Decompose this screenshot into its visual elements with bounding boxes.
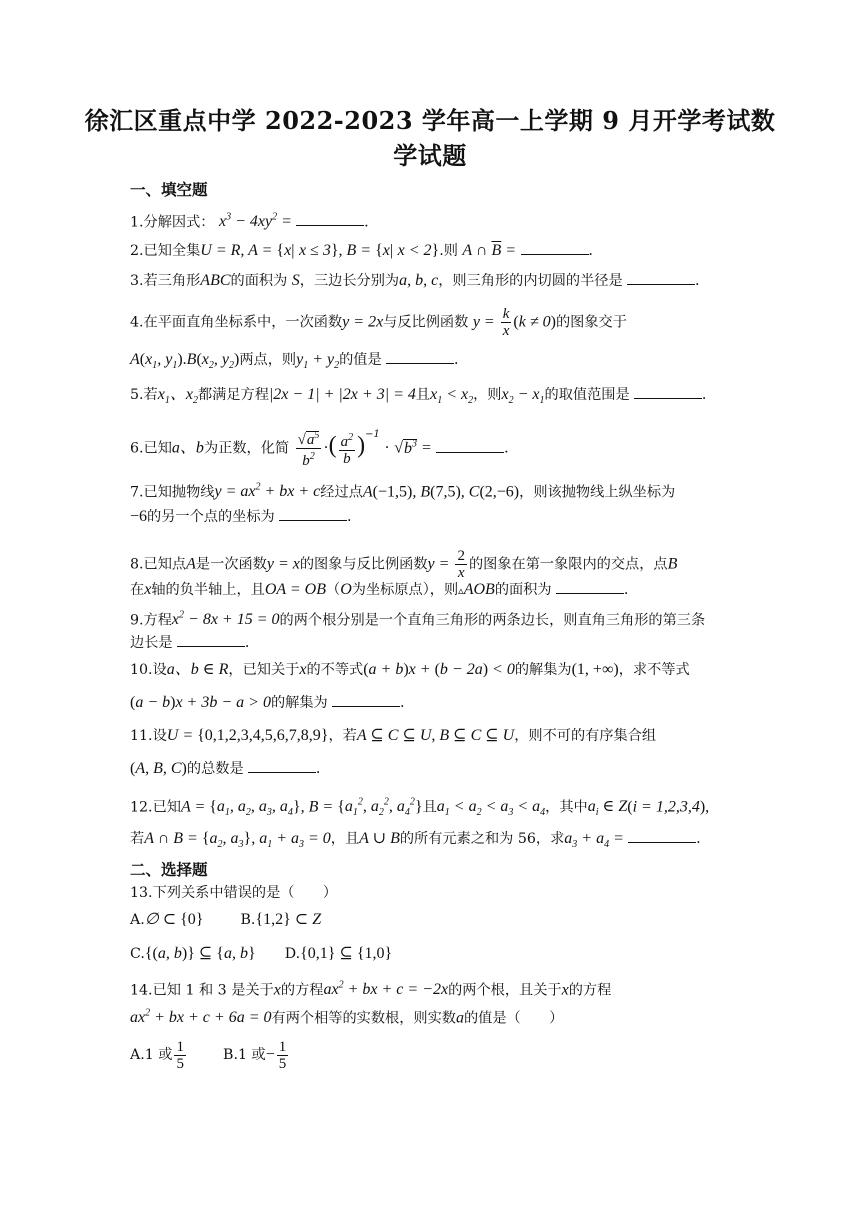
question-8-cont: 在x轴的负半轴上，且OA = OB（O为坐标原点），则▵AOB的面积为 . (130, 581, 629, 598)
question-13: 13.下列关系中错误的是（ ） (130, 885, 338, 901)
option-b: B.1 或− $\frac{1}{5}$ (223, 1038, 287, 1072)
question-1: 1.分解因式： $x^3 - 4xy^2$ = . (130, 212, 369, 231)
question-6: 6.已知a、b为正数，化简 $\frac{√a^5}{b^2}$ ·( $\frac{a^2}{b}$ )$^{-1} \cdot √b^3$ = . (130, 428, 509, 469)
page-title-line2: 学试题 (393, 141, 467, 170)
question-11-cont: (A, B, C)的总数是 . (130, 760, 321, 777)
option-a: A.1 或 $\frac{1}{5}$ (130, 1038, 184, 1072)
question-13-options-cd (130, 944, 730, 964)
option-a: A.∅ ⊂ {0} (130, 911, 204, 928)
question-10-cont: (a − b)x + 3b − a > 0的解集为 . (130, 694, 405, 711)
option-c: C.{(a, b)} ⊆ {a, b} (130, 945, 256, 962)
question-7-cont: −6的另一个点的坐标为 . (130, 508, 352, 525)
page-title: 徐汇区重点中学 2022-2023 学年高一上学期 9 月开学考试数 (84, 106, 776, 135)
option-b: B.{1,2} ⊂ Z (240, 911, 322, 928)
question-14: 14.已知 1 和 3 是关于x的方程$ax^2$ + bx + c = −2x的两个根，且关于x的方程 (130, 980, 612, 999)
question-9: 9.方程$x^2 - 8x + 15 = 0$的两个根分别是一个直角三角形的两条边长，则直角三角形的第三条 (130, 610, 706, 629)
question-11: 11.设U = {0,1,2,3,4,5,6,7,8,9}，若A ⊆ C ⊆ U, B ⊆ C ⊆ U，则不可的有序集合组 (130, 727, 657, 744)
question-2: 2.已知全集U = R, A = {x| x ≤ 3}, B = {x| x < 2}.则 A ∩ $\overline{B}$ = . (130, 242, 593, 259)
question-4: 4.在平面直角坐标系中，一次函数y = 2x与反比例函数 y = $\frac{k}{x}$ (k ≠ 0)的图象交于 (130, 306, 627, 339)
question-14-options (130, 1038, 730, 1072)
question-13-options-ab (130, 910, 730, 930)
question-3: 3.若三角形ABC的面积为 S，三边长分别为a, b, c，则三角形的内切圆的半径是 . (130, 272, 700, 289)
question-5: 5.若$x_1$、$x_2$都满足方程|2x − 1| + |2x + 3| = 4且$x_1 < x_2$，则$x_2 - x_1$的取值范围是 . (130, 386, 707, 407)
option-d: D.{0,1} ⊆ {1,0} (284, 945, 393, 962)
question-7: 7.已知抛物线$y = ax^2$ + bx + c经过点A(−1,5), B(7,5), C(2,−6)，则该抛物线上纵坐标为 (130, 482, 676, 501)
question-12: 12.已知$A = \{a_1$, $a_2$, $a_3$, $a_4$}, $B = \{a_1^2$, $a_2^2$, $a_4^2$}且$a_1 < a_2 < a_3 < a_4$，其中$a_i$ ∈ Z(i = 1,2,3,4), (130, 797, 710, 819)
question-10: 10.设a、b ∈ R，已知关于x的不等式(a + b)x + (b − 2a) < 0的解集为(1, +∞)，求不等式 (130, 661, 690, 678)
question-12-cont: 若A ∩ $B = \{a_2$, $a_3$}, $a_1 + a_3 = 0$，且A ∪ B的所有元素之和为 56，求$a_3 + a_4$ = . (130, 830, 701, 851)
question-9-cont: 边长是 . (130, 634, 250, 651)
section-choice-heading: 二、选择题 (130, 860, 208, 879)
question-14-cont: $ax^2$ + bx + c + 6a = 0有两个相等的实数根，则实数a的值是（ ） (130, 1008, 564, 1027)
question-8: 8.已知点A是一次函数y = x的图象与反比例函数y = $\frac{2}{x}$ 的图象在第一象限内的交点，点B (130, 548, 678, 581)
section-fill-heading: 一、填空题 (130, 180, 208, 199)
question-4-cont: $A(x_1$, $y_1).B(x_2$, $y_2$)两点，则$y_1 + y_2$的值是 . (130, 351, 459, 372)
